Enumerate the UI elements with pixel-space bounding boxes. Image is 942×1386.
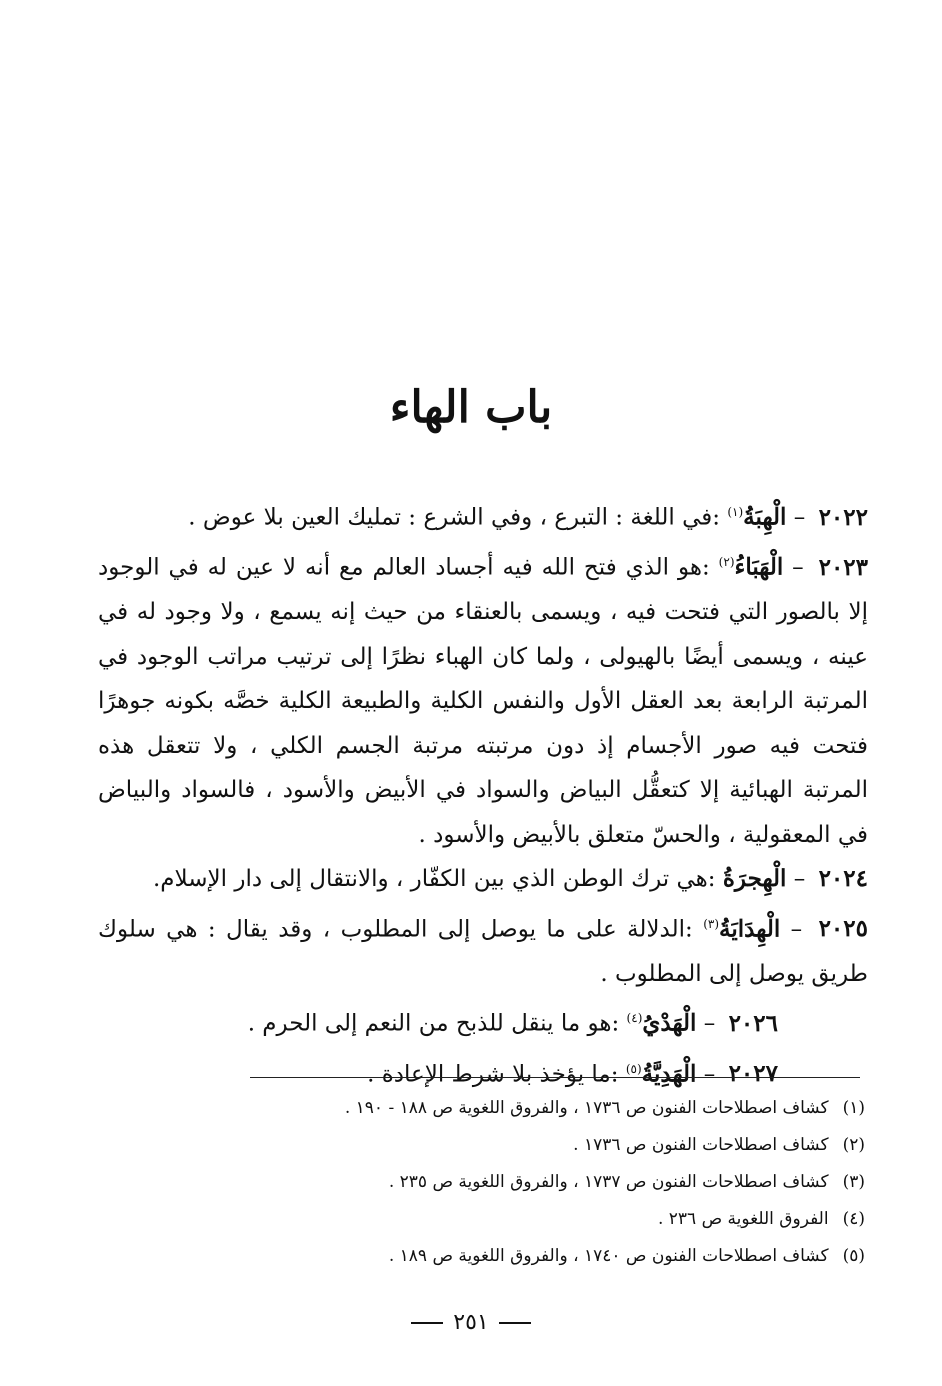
- footnote-ref: (٢): [718, 555, 735, 570]
- entry-term: الْهَدْيُ: [642, 1010, 697, 1038]
- footnote-number: (٥): [842, 1246, 865, 1266]
- entry-term: الْهِدَايَةُ: [719, 915, 781, 943]
- entry-text: :في اللغة : التبرع ، وفي الشرع : تمليك العين بلا عوض .: [188, 504, 721, 531]
- entry-2022: ٢٠٢٢ – الْهِبَةُ$^{(١)}$ :في اللغة : التبرع ، وفي الشرع : تمليك العين بلا عوض .: [188, 503, 868, 531]
- entry-text: :ما يؤخذ بلا شرط الإعادة .: [367, 1061, 619, 1088]
- entry-number: ٢٠٢٤: [818, 865, 868, 893]
- footnote-text: كشاف اصطلاحات الفنون ص ١٧٣٦ .: [573, 1135, 829, 1155]
- footnote-4: [200, 1201, 865, 1238]
- entry-number: ٢٠٢٢: [818, 503, 868, 531]
- entry-text: :هو ما ينقل للذبح من النعم إلى الحرم .: [247, 1011, 620, 1038]
- footnote-divider: [250, 1077, 860, 1078]
- footnote-number: (٤): [842, 1209, 865, 1229]
- entry-term: الْهَدِيَّةُ: [641, 1060, 697, 1088]
- entry-2023: ٢٠٢٣ – الْهَبَاءُ$^{(٢)}$ :هو الذي فتح الله فيه أجساد العالم مع أنه لا عين له في الوجود إلا بالصور التي فتحت فيه ، ويسمى بالعنقاء من حيث إنه يسمع ، ولا وجود له في عينه ، ويسمى أيضًا بالهيولى ، ولما كان الهباء نظرًا إلى ترتيب مراتب الوجود في المرتبة الرابعة بعد العقل الأول والنفس الكلية والطبيعة الكلية خصَّه بكونه جوهرًا فتحت فيه صور الأجسام إذ دون مرتبته مرتبة الجسم الكلي ، ولا تتعقل هذه المرتبة الهبائية إلا كتعقُّل البياض والسواد في الأبيض والأسود ، فالسواد والبياض في المعقولية ، والحسّ متعلق بالأبيض والأسود .: [98, 553, 869, 848]
- footnotes: [200, 1090, 865, 1275]
- page-number-dash: [411, 1322, 443, 1324]
- entry-2027: ٢٠٢٧ – الْهَدِيَّةُ$^{(٥)}$ :ما يؤخذ بلا شرط الإعادة .: [367, 1060, 778, 1088]
- footnote-text: كشاف اصطلاحات الفنون ص ١٧٣٧ ، والفروق اللغوية ص ٢٣٥ .: [388, 1172, 829, 1192]
- footnote-5: [200, 1238, 865, 1275]
- page-number-dash: [499, 1322, 531, 1324]
- footnote-3: [200, 1164, 865, 1201]
- footnote-ref: (١): [727, 505, 744, 519]
- entries-body: [98, 490, 868, 1097]
- footnote-number: (٢): [842, 1135, 865, 1155]
- entry-term: الْهِجرَةُ: [722, 865, 787, 893]
- entry-2025: ٢٠٢٥ – الْهِدَايَةُ$^{(٣)}$ :الدلالة على ما يوصل إلى المطلوب ، وقد يقال : هي سلوك طريق يوصل إلى المطلوب .: [98, 915, 868, 987]
- entry-text: :هو الذي فتح الله فيه أجساد العالم مع أنه لا عين له في الوجود إلا بالصور التي فتحت فيه ، ويسمى بالعنقاء من حيث إنه يسمع ، ولا وجود له في عينه ، ويسمى أيضًا بالهيولى ، ولما كان الهباء نظرًا إلى ترتيب مراتب الوجود في المرتبة الرابعة بعد العقل الأول والنفس الكلية والطبيعة الكلية خصَّه بكونه جوهرًا فتحت فيه صور الأجسام إذ دون مرتبته مرتبة الجسم الكلي ، ولا تتعقل هذه المرتبة الهبائية إلا كتعقُّل البياض والسواد في الأبيض والأسود ، فالسواد والبياض في المعقولية ، والحسّ متعلق بالأبيض والأسود .: [98, 554, 868, 848]
- footnote-number: (١): [842, 1098, 865, 1118]
- footnote-1: [200, 1090, 865, 1127]
- entry-text: :الدلالة على ما يوصل إلى المطلوب ، وقد يقال : هي سلوك طريق يوصل إلى المطلوب .: [98, 916, 868, 987]
- entry-text: :هي ترك الوطن الذي بين الكفّار ، والانتقال إلى دار الإسلام.: [152, 866, 716, 893]
- footnote-ref: (٥): [625, 1061, 642, 1076]
- page-number: [0, 1310, 942, 1335]
- footnote-text: الفروق اللغوية ص ٢٣٦ .: [657, 1209, 829, 1229]
- entry-number: ٢٠٢٣: [818, 553, 869, 581]
- entry-number: ٢٠٢٥: [818, 915, 868, 943]
- footnote-text: كشاف اصطلاحات الفنون ص ١٧٤٠ ، والفروق اللغوية ص ١٨٩ .: [388, 1246, 829, 1266]
- footnote-ref: (٤): [626, 1011, 643, 1026]
- entry-number: ٢٠٢٧: [728, 1060, 778, 1088]
- footnote-text: كشاف اصطلاحات الفنون ص ١٧٣٦ ، والفروق اللغوية ص ١٨٨ - ١٩٠ .: [344, 1098, 829, 1118]
- footnote-2: [200, 1127, 865, 1164]
- entry-term: الْهَبَاءُ: [734, 553, 784, 581]
- chapter-heading: باب الهاء: [389, 382, 553, 433]
- page-number-value: ٢٥١: [453, 1310, 489, 1335]
- footnote-ref: (٣): [703, 916, 720, 931]
- entry-2026: ٢٠٢٦ – الْهَدْيُ$^{(٤)}$ :هو ما ينقل للذبح من النعم إلى الحرم .: [247, 1010, 778, 1038]
- entry-term: الْهِبَةُ: [743, 503, 787, 531]
- entry-2024: ٢٠٢٤ – الْهِجرَةُ :هي ترك الوطن الذي بين الكفّار ، والانتقال إلى دار الإسلام.: [152, 865, 868, 893]
- entry-number: ٢٠٢٦: [728, 1010, 778, 1038]
- footnote-number: (٣): [842, 1172, 865, 1192]
